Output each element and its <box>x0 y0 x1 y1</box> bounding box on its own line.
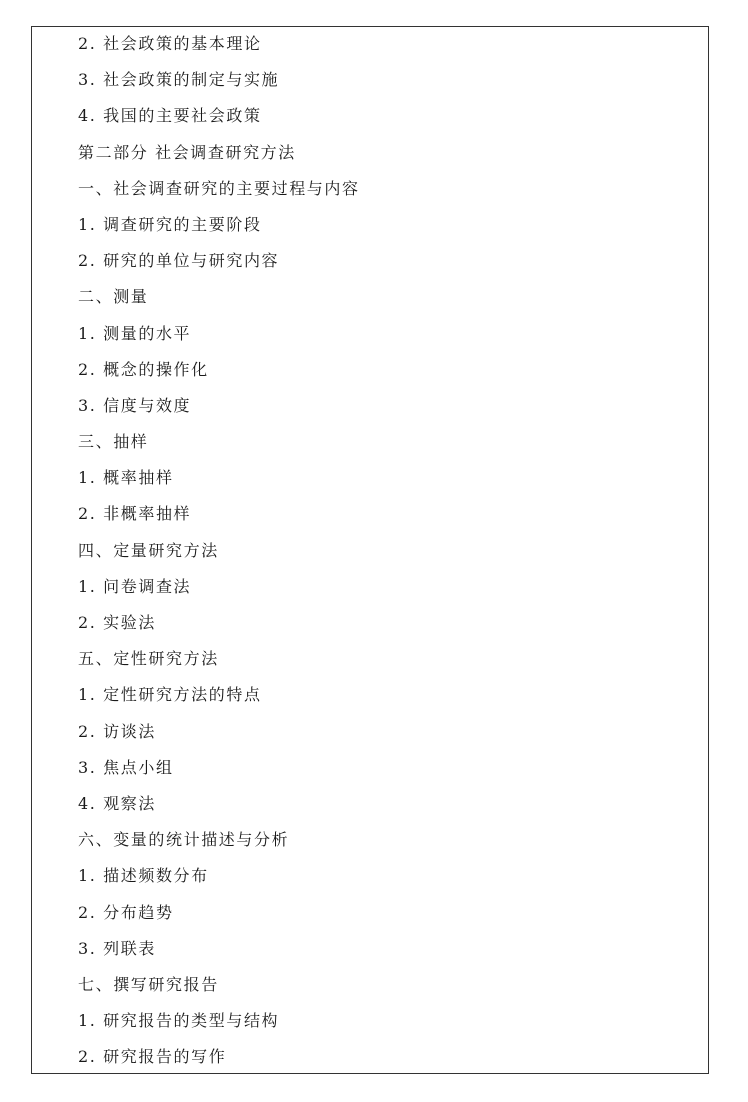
outline-line: 1. 测量的水平 <box>78 323 192 343</box>
outline-line: 3. 社会政策的制定与实施 <box>78 70 280 90</box>
chapter-heading: 六、变量的统计描述与分析 <box>78 830 290 850</box>
chapter-heading: 二、测量 <box>78 287 149 307</box>
outline-line: 2. 分布趋势 <box>78 902 174 922</box>
chapter-heading: 五、定性研究方法 <box>78 649 219 669</box>
outline-line: 2. 访谈法 <box>78 721 156 741</box>
outline-list <box>78 31 360 1080</box>
outline-line: 2. 非概率抽样 <box>78 504 192 524</box>
outline-line: 2. 社会政策的基本理论 <box>78 34 262 53</box>
outline-line: 1. 调查研究的主要阶段 <box>78 214 262 234</box>
outline-line: 2. 概念的操作化 <box>78 359 209 379</box>
chapter-heading: 一、社会调查研究的主要过程与内容 <box>78 178 360 198</box>
outline-line: 4. 观察法 <box>78 793 156 813</box>
outline-line: 2. 研究的单位与研究内容 <box>78 251 280 271</box>
outline-line: 2. 实验法 <box>78 613 156 632</box>
outline-line: 1. 研究报告的类型与结构 <box>78 1011 280 1031</box>
outline-line: 3. 列联表 <box>78 938 156 958</box>
outline-line: 2. 研究报告的写作 <box>78 1047 227 1067</box>
chapter-heading: 四、定量研究方法 <box>78 540 219 560</box>
outline-line: 1. 概率抽样 <box>78 468 174 488</box>
outline-line: 3. 信度与效度 <box>78 395 192 415</box>
outline-line: 1. 问卷调查法 <box>78 576 192 596</box>
outline-line: 3. 焦点小组 <box>78 757 174 777</box>
section-heading: 第二部分 社会调查研究方法 <box>78 142 296 162</box>
outline-line: 1. 描述频数分布 <box>78 866 209 886</box>
chapter-heading: 三、抽样 <box>78 432 149 452</box>
outline-line: 1. 定性研究方法的特点 <box>78 685 262 705</box>
outline-line: 4. 我国的主要社会政策 <box>78 106 262 126</box>
chapter-heading: 七、撰写研究报告 <box>78 974 219 994</box>
